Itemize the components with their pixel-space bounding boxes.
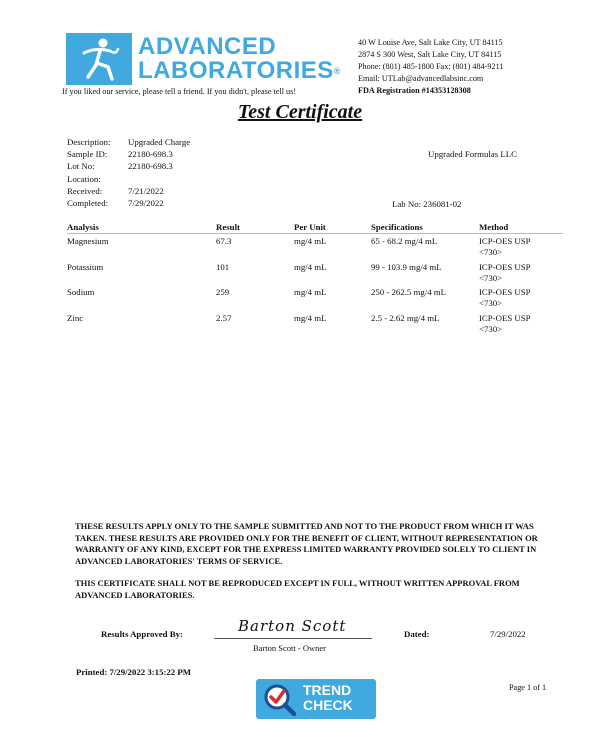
table-row bbox=[67, 285, 563, 311]
spec-cell: 65 - 68.2 mg/4 mL bbox=[371, 236, 438, 246]
magnifier-check-icon bbox=[262, 683, 298, 716]
runner-icon bbox=[66, 33, 132, 85]
spec-cell: 250 - 262.5 mg/4 mL bbox=[371, 287, 447, 297]
table-row bbox=[67, 311, 563, 337]
trend-check-logo bbox=[256, 679, 376, 719]
tagline: If you liked our service, please tell a friend. If you didn't, please tell us! bbox=[62, 87, 297, 96]
fda-registration: FDA Registration #14353128308 bbox=[358, 86, 471, 95]
sample-id-value: 22180-698.3 bbox=[128, 149, 173, 160]
completed-label: Completed: bbox=[67, 198, 109, 209]
sample-id-label: Sample ID: bbox=[67, 149, 108, 160]
unit-cell: mg/4 mL bbox=[294, 236, 327, 246]
method-line-2: <730> bbox=[479, 272, 503, 283]
method-line-1: ICP-OES USP bbox=[479, 236, 531, 246]
unit-cell: mg/4 mL bbox=[294, 312, 327, 323]
method-line-1: ICP-OES USP bbox=[479, 287, 531, 297]
address-line-1: 40 W Louise Ave, Salt Lake City, UT 84115 bbox=[358, 38, 503, 47]
method-line-1: ICP-OES USP bbox=[479, 261, 531, 272]
dated-label: Dated: bbox=[404, 629, 430, 639]
dated-value: 7/29/2022 bbox=[490, 629, 526, 639]
address-line-2: 2874 S 300 West, Salt Lake City, UT 84115 bbox=[358, 50, 502, 59]
signature: Barton Scott bbox=[238, 617, 347, 635]
received-label: Received: bbox=[67, 185, 103, 196]
method-cell bbox=[479, 287, 563, 311]
header-method: Method bbox=[479, 222, 509, 232]
result-cell: 67.3 bbox=[216, 236, 232, 246]
disclaimer bbox=[75, 521, 565, 613]
analysis-cell: Zinc bbox=[67, 312, 84, 323]
registered-mark: ® bbox=[333, 66, 341, 76]
method-cell bbox=[479, 262, 563, 286]
printed-timestamp: Printed: 7/29/2022 3:15:22 PM bbox=[76, 667, 192, 677]
header-analysis: Analysis bbox=[67, 222, 99, 232]
logo-line1: ADVANCED bbox=[138, 33, 277, 60]
advanced-laboratories-logo bbox=[66, 33, 341, 85]
logo-line2: LABORATORIES bbox=[138, 57, 334, 84]
header-per-unit: Per Unit bbox=[294, 222, 326, 232]
method-line-2: <730> bbox=[479, 323, 503, 334]
method-line-2: <730> bbox=[479, 298, 503, 308]
spec-cell: 2.5 - 2.62 mg/4 mL bbox=[371, 312, 440, 323]
disclaimer-paragraph-2: THIS CERTIFICATE SHALL NOT BE REPRODUCED EXCEPT IN FULL, WITHOUT WRITTEN APPROVAL FROM ADVANCED LABORATORIES. bbox=[75, 578, 520, 600]
approved-by-label: Results Approved By: bbox=[101, 629, 183, 639]
lot-no-label: Lot No: bbox=[67, 161, 95, 172]
received-value: 7/21/2022 bbox=[128, 185, 164, 196]
header-specifications: Specifications bbox=[371, 222, 423, 232]
sample-info bbox=[67, 136, 190, 209]
unit-cell: mg/4 mL bbox=[294, 287, 327, 297]
page-title: Test Certificate bbox=[237, 101, 363, 123]
location-label: Location: bbox=[67, 173, 101, 184]
analysis-cell: Sodium bbox=[67, 287, 95, 297]
unit-cell: mg/4 mL bbox=[294, 261, 327, 272]
description-label: Description: bbox=[67, 137, 111, 147]
phone-fax: Phone: (801) 485-1800 Fax: (801) 484-9211 bbox=[358, 62, 504, 71]
analysis-cell: Magnesium bbox=[67, 236, 109, 246]
table-row bbox=[67, 260, 563, 286]
header-result: Result bbox=[216, 222, 240, 232]
page-number: Page 1 of 1 bbox=[509, 683, 547, 692]
completed-value: 7/29/2022 bbox=[128, 198, 164, 209]
results-table bbox=[67, 222, 563, 336]
spec-cell: 99 - 103.9 mg/4 mL bbox=[371, 261, 442, 272]
lab-number: Lab No: 236081-02 bbox=[392, 199, 462, 209]
analysis-cell: Potassium bbox=[67, 261, 104, 272]
signer-name: Barton Scott - Owner bbox=[253, 643, 326, 653]
method-cell bbox=[479, 313, 563, 337]
table-header bbox=[67, 222, 563, 234]
lab-address bbox=[358, 37, 503, 97]
client-name: Upgraded Formulas LLC bbox=[428, 149, 517, 159]
disclaimer-paragraph-1: THESE RESULTS APPLY ONLY TO THE SAMPLE SUBMITTED AND NOT TO THE PRODUCT FROM WHICH IT WAS TAKEN. THESE RESULTS ARE PROVIDED ONLY FOR THE BENEFIT OF CLIENT, WITHOUT REPRESENTATION OR WARRANTY OF ANY KIND, EXCEPT FOR THE EXPRESS LIMITED WARRANTY PROVIDED SOLELY TO CLIENT IN ADVANCED LABORATORIES' TERMS OF SERVICE. bbox=[75, 521, 538, 566]
method-cell bbox=[479, 236, 563, 260]
email: Email: UTLab@advancedlabsinc.com bbox=[358, 74, 484, 83]
method-line-2: <730> bbox=[479, 247, 503, 257]
signature-line bbox=[214, 638, 372, 639]
description-value: Upgraded Charge bbox=[128, 137, 191, 147]
result-cell: 259 bbox=[216, 287, 230, 297]
trend-line-1: TREND bbox=[303, 682, 352, 698]
table-row bbox=[67, 234, 563, 260]
lot-no-value: 22180-698.3 bbox=[128, 161, 173, 172]
trend-line-2: CHECK bbox=[303, 697, 353, 713]
result-cell: 2.57 bbox=[216, 312, 232, 323]
result-cell: 101 bbox=[216, 261, 230, 272]
method-line-1: ICP-OES USP bbox=[479, 312, 531, 323]
